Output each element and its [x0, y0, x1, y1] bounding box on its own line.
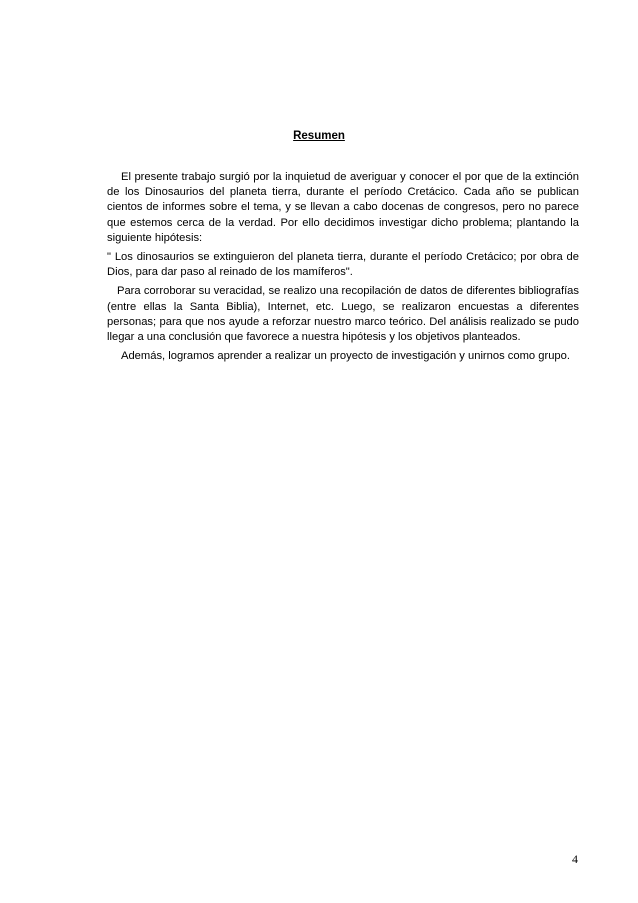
page-title: Resumen	[293, 130, 345, 142]
paragraph-intro: El presente trabajo surgió por la inquietud de averiguar y conocer el por que de la extinción de los Dinosaurios del planeta tierra, durante el período Cretácico. Cada año se publican cientos de informes sobre el tema, y se llevan a cabo docenas de congresos, pero no parece que estemos cerca de la verdad. Por ello decidimos investigar dicho problema; plantando la siguiente hipótesis:	[107, 171, 579, 244]
paragraph-method: Para corroborar su veracidad, se realizo una recopilación de datos de diferentes bibliografías (entre ellas la Santa Biblia), Internet, etc. Luego, se realizaron encuestas a diferentes personas; para que nos ayude a reforzar nuestro marco teórico. Del análisis realizado se pudo llegar a una conclusión que favorece a nuestra hipótesis y los objetivos planteados.	[107, 285, 579, 344]
paragraph-conclusion: Además, logramos aprender a realizar un proyecto de investigación y unirnos como grupo.	[121, 350, 570, 363]
abstract-body	[107, 170, 579, 364]
page-number: 4	[572, 852, 578, 866]
paragraph-hypothesis: " Los dinosaurios se extinguieron del planeta tierra, durante el período Cretácico; por obra de Dios, para dar paso al reinado de los mamíferos".	[107, 251, 579, 279]
